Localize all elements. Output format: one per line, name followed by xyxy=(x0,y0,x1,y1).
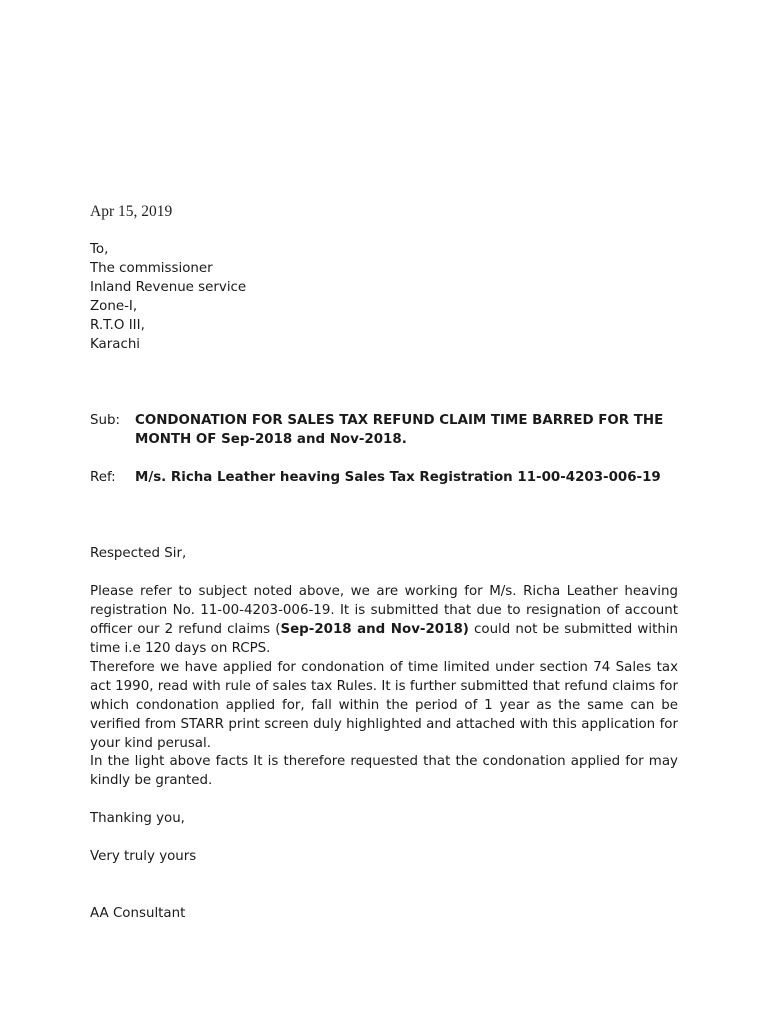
body-paragraph-1 xyxy=(90,582,678,658)
closing-line: Very truly yours xyxy=(90,849,197,864)
paragraph-1-months: Sep-2018 and Nov-2018) xyxy=(280,622,469,637)
subject-line xyxy=(90,411,680,451)
subject-label: Sub: xyxy=(90,413,120,428)
address-line: Inland Revenue service xyxy=(90,280,247,295)
letter-date: Apr 15, 2019 xyxy=(90,203,173,220)
paragraph-1-text-end: could not be submitted within time i.e 120 days on RCPS. xyxy=(90,622,679,656)
address-line: R.T.O III, xyxy=(90,318,145,333)
address-line: To, xyxy=(90,242,109,257)
address-line: Zone-I, xyxy=(90,299,138,314)
body-paragraph-2: Therefore we have applied for condonation of time limited under section 74 Sales tax act 1990, read with rule of sales tax Rules. It is further submitted that refund claims for which condonation applied for, fall within the period of 1 year as the same can be verified from STARR print screen duly highlighted and attached with this application for your kind perusal. xyxy=(90,660,678,751)
reference-text: M/s. Richa Leather heaving Sales Tax Registration 11-00-4203-006-19 xyxy=(135,470,661,485)
address-line: Karachi xyxy=(90,337,141,352)
signature: AA Consultant xyxy=(90,906,186,921)
subject-text: CONDONATION FOR SALES TAX REFUND CLAIM TIME BARRED FOR THE MONTH OF Sep-2018 and Nov-2018. xyxy=(135,413,664,447)
salutation: Respected Sir, xyxy=(90,546,187,561)
body-paragraph-3: In the light above facts It is therefore requested that the condonation applied for may kindly be granted. xyxy=(90,754,678,788)
reference-label: Ref: xyxy=(90,470,116,485)
paragraph-1-text: Please refer to subject noted above, we are working for M/s. Richa Leather heaving registration No. 11-00-4203-006-19. It is submitted that due to resignation of account officer our 2 refund claims ( xyxy=(90,584,678,637)
thanks-line: Thanking you, xyxy=(90,811,185,826)
reference-line xyxy=(90,468,680,488)
address-line: The commissioner xyxy=(90,261,213,276)
recipient-address xyxy=(90,240,246,354)
